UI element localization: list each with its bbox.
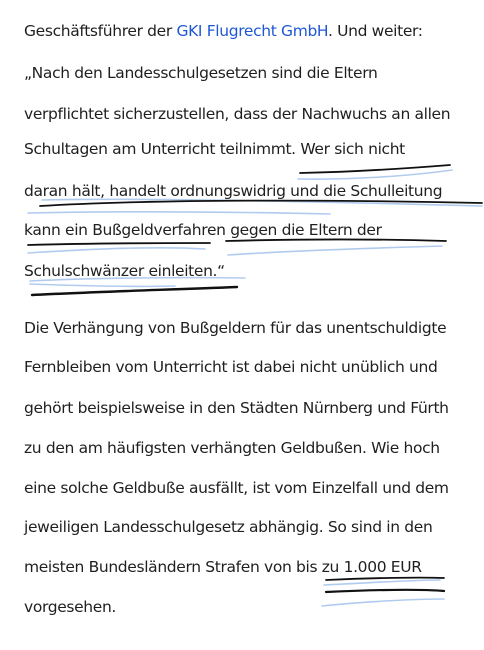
underline-shadow bbox=[30, 284, 175, 286]
underline-stroke bbox=[32, 287, 237, 295]
text-line: „Nach den Landesschulgesetzen sind die Eltern bbox=[24, 64, 378, 82]
underline-shadow bbox=[322, 599, 444, 606]
underline-stroke bbox=[326, 590, 444, 592]
text-line: meisten Bundesländern Strafen von bis zu 1.000 EUR bbox=[24, 558, 422, 576]
underline-shadow bbox=[324, 580, 440, 585]
underline-stroke bbox=[28, 243, 210, 245]
underline-shadow bbox=[298, 170, 452, 179]
text-line: eine solche Geldbuße ausfällt, ist vom Einzelfall und dem bbox=[24, 479, 449, 497]
text-line: Schulschwänzer einleiten.“ bbox=[24, 262, 225, 280]
underline-stroke bbox=[326, 578, 444, 580]
text-line: Fernbleiben vom Unterricht ist dabei nicht unüblich und bbox=[24, 358, 438, 376]
text-line: kann ein Bußgeldverfahren gegen die Eltern der bbox=[24, 221, 382, 239]
underline-shadow bbox=[28, 212, 330, 214]
underline-shadow bbox=[28, 248, 205, 253]
text-line: daran hält, handelt ordnungswidrig und die Schulleitung bbox=[24, 182, 443, 200]
text-line: jeweiligen Landesschulgesetz abhängig. So sind in den bbox=[24, 518, 433, 536]
text-line: zu den am häufigsten verhängten Geldbußen. Wie hoch bbox=[24, 439, 440, 457]
text-line: gehört beispielsweise in den Städten Nürnberg und Fürth bbox=[24, 399, 449, 417]
text-line: Schultagen am Unterricht teilnimmt. Wer sich nicht bbox=[24, 140, 405, 158]
text-line-intro bbox=[24, 21, 423, 41]
underline-stroke bbox=[40, 201, 482, 206]
underline-shadow bbox=[228, 246, 442, 255]
underline-stroke bbox=[300, 165, 450, 173]
text-line: Die Verhängung von Bußgeldern für das unentschuldigte bbox=[24, 319, 447, 337]
text-line: verpflichtet sicherzustellen, dass der Nachwuchs an allen bbox=[24, 105, 451, 123]
gki-flugrecht-link[interactable]: GKI Flugrecht GmbH bbox=[176, 22, 328, 40]
intro-prefix: Geschäftsführer der bbox=[24, 22, 177, 40]
text-line: vorgesehen. bbox=[24, 598, 117, 616]
intro-suffix: . Und weiter: bbox=[327, 22, 423, 40]
